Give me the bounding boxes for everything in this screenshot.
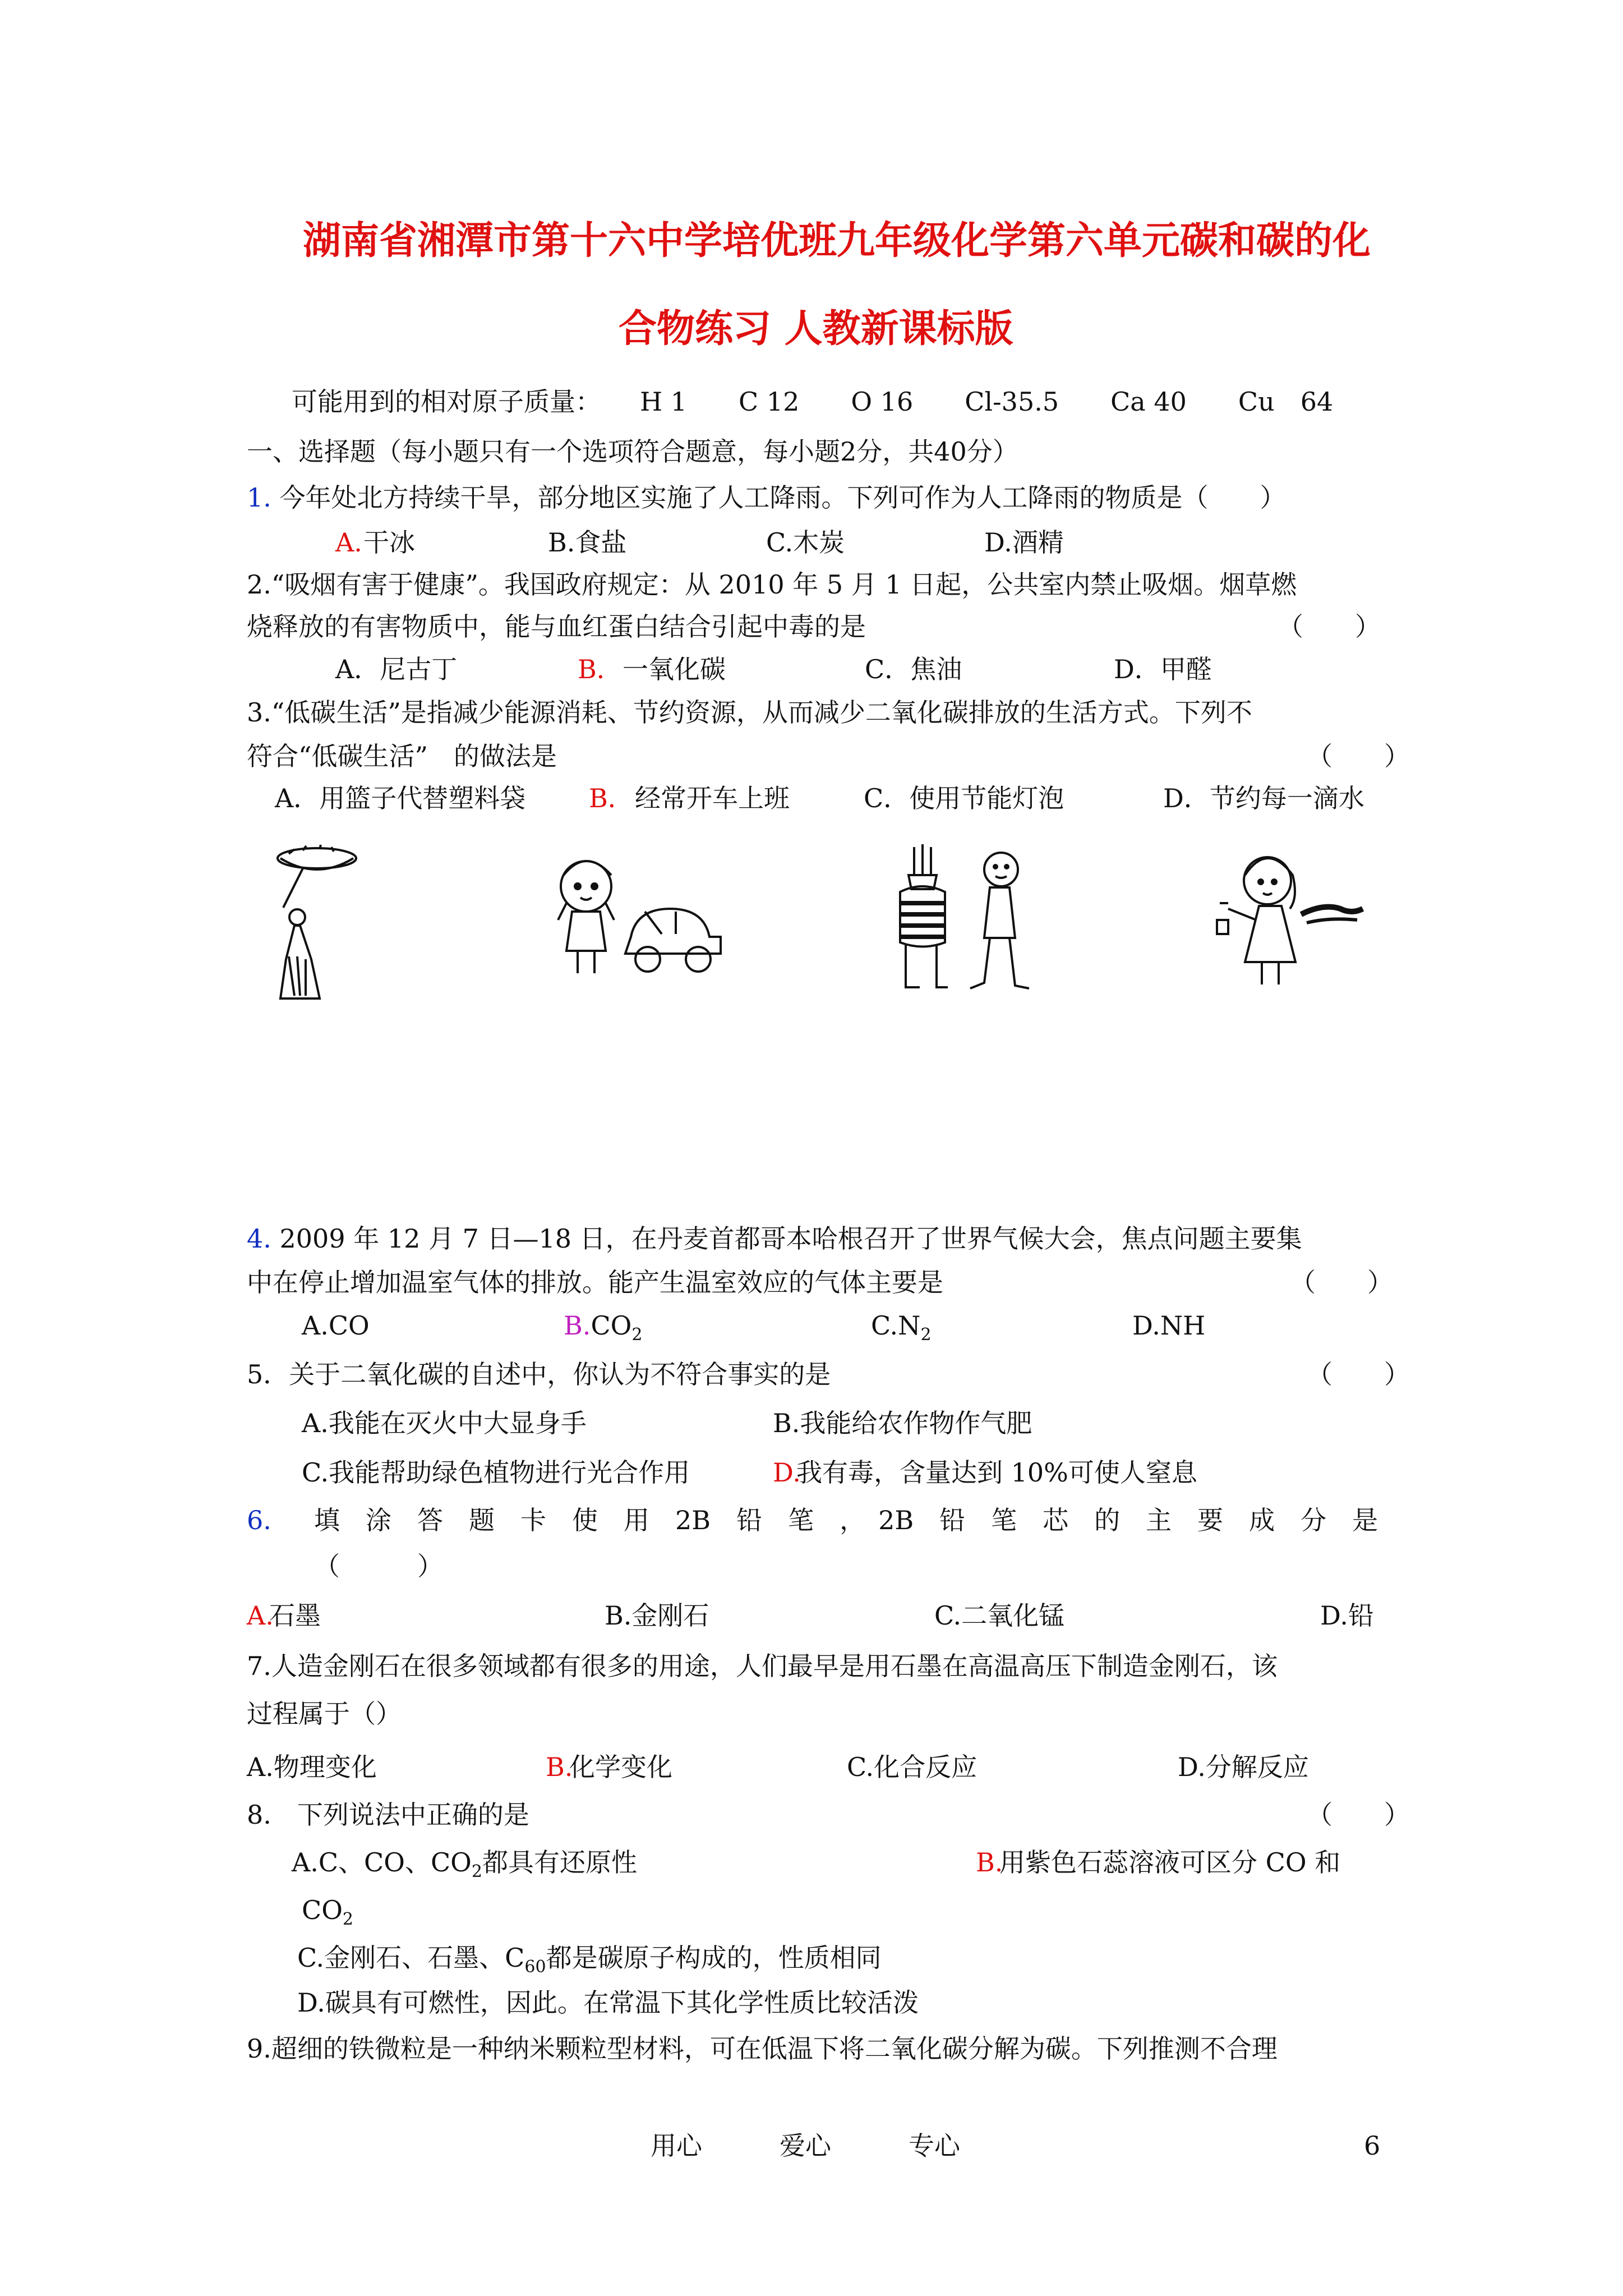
q4-bracket: （ ）: [1290, 1267, 1393, 1297]
q7-option-b-label: B.: [546, 1752, 573, 1782]
q4-option-a: A.CO: [302, 1310, 370, 1341]
q8-option-b: 用紫色石蕊溶液可区分 CO 和: [999, 1847, 1341, 1878]
q2-option-c: C．焦油: [865, 654, 962, 684]
q3-option-a: A．用篮子代替塑料袋: [275, 783, 526, 813]
q3-bracket: （ ）: [1307, 741, 1410, 771]
q8-option-b-continued: $CO_2$: [302, 1895, 354, 1929]
q2-bracket: （ ）: [1278, 611, 1381, 642]
question-3-line1: 3.“低碳生活”是指减少能源消耗、节约资源，从而减少二氧化碳排放的生活方式。下列不: [247, 697, 1252, 728]
question-1-number: 1.: [247, 482, 271, 513]
q1-option-a: 干冰: [363, 527, 415, 558]
question-2-line1: 2.“吸烟有害于健康”。我国政府规定：从 2010 年 5 月 1 日起，公共室内禁止吸烟。烟草燃: [247, 569, 1297, 600]
q7-option-c: C.化合反应: [847, 1752, 978, 1782]
q1-option-b: B.食盐: [548, 527, 627, 558]
q5-bracket: （ ）: [1307, 1359, 1410, 1389]
q8-option-a: A.C、CO、$CO_2$都具有还原性: [292, 1847, 637, 1881]
q6-option-b: B.金刚石: [605, 1600, 709, 1631]
q5-option-c: C.我能帮助绿色植物进行光合作用: [302, 1457, 690, 1488]
q3-option-b: 经常开车上班: [635, 783, 790, 813]
q7-option-a: A.物理变化: [247, 1752, 377, 1782]
q6-option-a-label: A.: [247, 1600, 274, 1631]
q1-option-c: C.木炭: [766, 527, 845, 558]
q7-option-b: 化学变化: [569, 1752, 672, 1782]
question-7-line1: 7.人造金刚石在很多领域都有很多的用途，人们最早是用石墨在高温高压下制造金刚石，该: [247, 1651, 1278, 1681]
q3-option-c: C．使用节能灯泡: [864, 783, 1064, 813]
q8-option-c: C.金刚石、石墨、$C_{60}$都是碳原子构成的，性质相同: [297, 1943, 882, 1977]
q2-option-b-label: B．: [578, 654, 623, 684]
footer-motto: 用心 爱心 专心: [651, 2131, 960, 2161]
question-6-stem: 填 涂 答 题 卡 使 用 2B 铅 笔 ， 2B 铅 笔 芯 的 主 要 成 分 是: [314, 1505, 1378, 1535]
q7-option-d: D.分解反应: [1178, 1752, 1309, 1782]
question-4-line2: 中在停止增加温室气体的排放。能产生温室效应的气体主要是: [247, 1267, 943, 1297]
section-heading: 一、选择题（每小题只有一个选项符合题意，每小题2分，共40分）: [247, 436, 1018, 467]
q1-option-a-label: A.: [335, 527, 362, 558]
q5-option-d: 我有毒，含量达到 10%可使人窒息: [796, 1457, 1197, 1488]
q6-option-c: C.二氧化锰: [934, 1600, 1065, 1631]
q4-option-b: $B.CO_2$: [564, 1310, 643, 1345]
q8-option-d: D.碳具有可燃性，因此。在常温下其化学性质比较活泼: [297, 1987, 919, 2018]
question-8-stem: 8. 下列说法中正确的是: [247, 1800, 529, 1830]
question-2-line2: 烧释放的有害物质中，能与血红蛋白结合引起中毒的是: [247, 611, 866, 642]
atomic-mass-line: 可能用到的相对原子质量： H 1 C 12 O 16 Cl-35.5 Ca 40 Cu 64: [292, 386, 1334, 417]
question-4-number: 4.: [247, 1223, 271, 1254]
q8-bracket: （ ）: [1307, 1800, 1410, 1830]
q3-option-d: D．节约每一滴水: [1163, 783, 1364, 813]
girl-watering-illustration: [1206, 847, 1374, 993]
basket-carrier-illustration: [264, 841, 365, 1010]
doc-title-line2: 合物练习 人教新课标版: [619, 307, 1013, 351]
q5-option-d-label: D.: [773, 1457, 801, 1488]
q4-option-d: D.NH: [1132, 1310, 1206, 1341]
q1-option-d: D.酒精: [984, 527, 1064, 558]
q8-option-b-label: B.: [976, 1847, 1003, 1878]
q3-option-b-label: B．: [589, 783, 634, 813]
question-4-line1: 4. 2009 年 12 月 7 日—18 日，在丹麦首都哥本哈根召开了世界气候大会，焦点问题主要集: [247, 1223, 1302, 1254]
question-3-line2: 符合“低碳生活” 的做法是: [247, 741, 557, 771]
question-9-line1: 9.超细的铁微粒是一种纳米颗粒型材料，可在低温下将二氧化碳分解为碳。下列推测不合理: [247, 2033, 1278, 2064]
q2-option-a: A．尼古丁: [335, 654, 458, 684]
question-7-line2: 过程属于（）: [247, 1699, 402, 1729]
question-1-stem: 1. 今年处北方持续干旱，部分地区实施了人工降雨。下列可作为人工降雨的物质是（ ）: [247, 482, 1286, 513]
q6-bracket: （ ）: [314, 1551, 443, 1581]
q6-option-d: D.铅: [1320, 1600, 1374, 1631]
q2-option-d: D．甲醛: [1114, 654, 1212, 684]
doc-title-line1: 湖南省湘潭市第十六中学培优班九年级化学第六单元碳和碳的化: [303, 219, 1371, 263]
page-number: 6: [1364, 2131, 1381, 2161]
q2-option-b: 一氧化碳: [623, 654, 726, 684]
question-6-number: 6.: [247, 1505, 271, 1535]
girl-with-car-illustration: [547, 853, 726, 982]
q5-option-a: A.我能在灭火中大显身手: [302, 1408, 587, 1438]
q4-option-c: $C.N_2$: [871, 1310, 932, 1345]
question-5-stem: 5．关于二氧化碳的自述中，你认为不符合事实的是: [247, 1359, 831, 1389]
q6-option-a: 石墨: [269, 1600, 321, 1631]
q5-option-b: B.我能给农作物作气肥: [773, 1408, 1032, 1438]
energy-bulb-people-illustration: [880, 836, 1049, 1004]
